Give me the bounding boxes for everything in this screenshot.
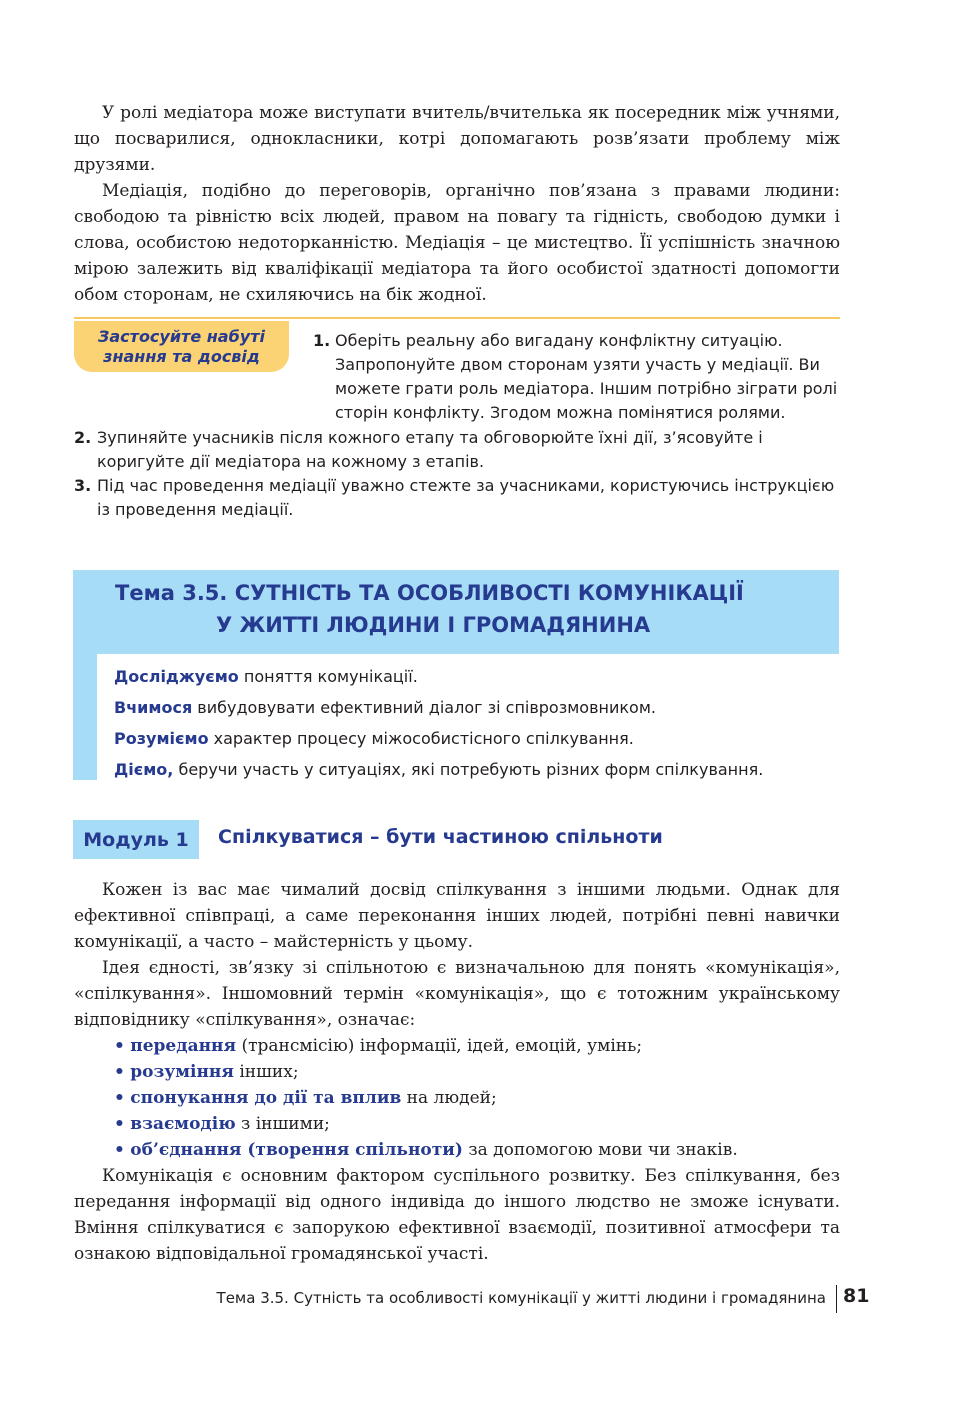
goal-text: характер процесу міжособистісного спілкування. [208,729,634,748]
intro-paragraph-1: У ролі медіатора може виступати вчитель/вчителька як посередник між учнями, що посварилися, однокласники, котрі допомагають розв’язати проблему між друзями. [74,103,840,175]
list-item [114,1059,299,1085]
page-number: 81 [843,1285,870,1307]
learning-goal [114,759,763,781]
bullet-text: на людей; [401,1088,497,1108]
learning-goal [114,666,418,688]
bullet-keyword: передання [130,1036,237,1056]
bullet-icon: • [114,1062,125,1082]
goal-text: беручи участь у ситуаціях, які потребують різних форм спілкування. [173,760,764,779]
task-item [74,426,840,474]
topic-banner [73,570,839,654]
module-label: Модуль 1 [73,820,199,859]
module-title: Спілкуватися – бути частиною спільноти [218,826,663,848]
body-paragraph-1: Кожен із вас має чималий досвід спілкування з іншими людьми. Однак для ефективної співпраці, а саме переконання інших людей, потрібні певні навички комунікації, а часто – майстерність у цьому. [74,880,840,952]
bullet-text: за допомогою мови чи знаків. [462,1140,738,1160]
body-paragraph-2: Ідея єдності, зв’язку зі спільнотою є визначальною для понять «комунікація», «спілкування». Іншомовний термін «комунікація», що є тотожним українському відповіднику «спілкування», означає: [74,958,840,1030]
list-item [114,1111,330,1137]
bullet-text: (трансмісію) інформації, ідей, емоцій, умінь; [236,1036,643,1056]
learning-goal [114,728,634,750]
goal-keyword: Вчимося [114,698,193,717]
task-item [313,329,840,425]
task-number: 2. [74,428,92,447]
bullet-text: з іншими; [235,1114,330,1134]
apply-badge-line-2: знання та досвід [103,346,260,366]
bullet-keyword: спонукання до дії та вплив [130,1088,402,1108]
list-item [114,1033,642,1059]
task-number: 3. [74,476,92,495]
body-paragraph-3: Комунікація є основним фактором суспільного розвитку. Без спілкування, без передання інформації від одного індивіда до іншого людство не зможе існувати. Вміння спілкуватися є запорукою ефективної взаємодії, позитивної атмосфери та ознакою відповідальної громадянської участі. [74,1166,840,1264]
goal-keyword: Розуміємо [114,729,209,748]
goal-keyword: Досліджуємо [114,667,239,686]
bullet-icon: • [114,1088,125,1108]
task-text: Під час проведення медіації уважно стежте за учасниками, користуючись інструкцією із проведення медіації. [97,476,835,519]
task-text: Зупиняйте учасників після кожного етапу та обговорюйте їхні дії, з’ясовуйте і коригуйте дії медіатора на кожному з етапів. [97,428,763,471]
goal-text: вибудовувати ефективний діалог зі співрозмовником. [192,698,656,717]
learning-goal [114,697,656,719]
list-item [114,1085,497,1111]
footer-running-title: Тема 3.5. Сутність та особливості комунікації у житті людини і громадянина [216,1289,826,1307]
task-text: Оберіть реальну або вигадану конфліктну ситуацію. Запропонуйте двом сторонам узяти участь у медіації. Ви можете грати роль медіатора. Іншим потрібно зіграти ролі сторін конфлікту. Згодом можна помінятися ролями. [335,331,838,422]
bullet-icon: • [114,1114,125,1134]
goal-keyword: Діємо, [114,760,174,779]
goal-text: поняття комунікації. [238,667,418,686]
goals-side-bar [73,654,97,780]
bullet-text: інших; [233,1062,299,1082]
apply-section-rule [74,317,840,319]
apply-knowledge-badge [74,321,289,372]
list-item [114,1137,738,1163]
bullet-keyword: об’єднання (творення спільноти) [130,1140,463,1160]
bullet-icon: • [114,1036,125,1056]
task-item [74,474,840,522]
bullet-keyword: розуміння [130,1062,234,1082]
task-number: 1. [313,331,331,350]
bullet-keyword: взаємодію [130,1114,236,1134]
footer-divider [836,1285,837,1313]
apply-badge-line-1: Застосуйте набуті [98,326,265,346]
bullet-icon: • [114,1140,125,1160]
intro-paragraph-2: Медіація, подібно до переговорів, органічно пов’язана з правами людини: свободою та рівністю всіх людей, правом на повагу та гідність, свободою думки і слова, особистою недоторканністю. Медіація – це мистецтво. Її успішність значною мірою залежить від кваліфікації медіатора та його особистої здатності допомогти обом сторонам, не схиляючись на бік жодної. [74,181,840,305]
topic-title-line-2: У ЖИТТІ ЛЮДИНИ І ГРОМАДЯНИНА [216,613,651,637]
topic-title-line-1: Тема 3.5. СУТНІСТЬ ТА ОСОБЛИВОСТІ КОМУНІКАЦІЇ [115,581,744,605]
